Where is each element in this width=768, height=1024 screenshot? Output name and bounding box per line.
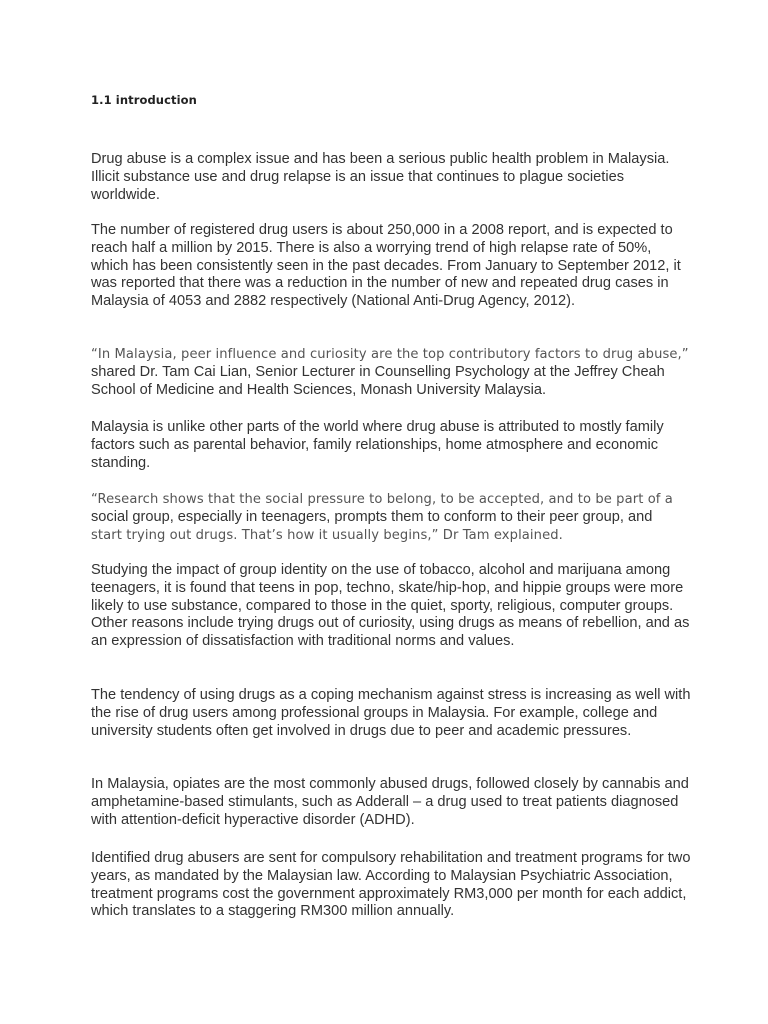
paragraph-2: The number of registered drug users is about 250,000 in a 2008 report, and is expected to reach half a million by 2015. There is also a worrying trend of high relapse rate of 50%, which has been consistently seen in the past decades. From January to September 2012, it was reported that there was a reduction in the number of new and repeated drug cases in Malaysia of 4053 and 2882 respectively (National Anti-Drug Agency, 2012). — [91, 222, 681, 310]
quote-attribution: shared Dr. Tam Cai Lian, Senior Lecturer in Counselling Psychology at the Jeffrey Cheah School of Medicine and Health Sciences, Monash University Malaysia. — [91, 363, 665, 398]
paragraph-7: The tendency of using drugs as a coping mechanism against stress is increasing as well with the rise of drug users among professional groups in Malaysia. For example, college and university students often get involved in drugs due to peer and academic pressures. — [91, 687, 691, 739]
paragraph-3 — [91, 346, 691, 399]
paragraph-8: In Malaysia, opiates are the most commonly abused drugs, followed closely by cannabis and amphetamine-based stimulants, such as Adderall – a drug used to treat patients diagnosed with attention-deficit hyperactive disorder (ADHD). — [91, 776, 689, 828]
quote-line-1: “Research shows that the social pressure to belong, to be accepted, and to be part of a — [91, 492, 673, 507]
section-heading: 1.1 introduction — [91, 93, 197, 107]
paragraph-6: Studying the impact of group identity on the use of tobacco, alcohol and marijuana among teenagers, it is found that teens in pop, techno, skate/hip-hop, and hippie groups were more likely to use substance, compared to those in the quiet, sporty, religious, computer groups. Other reasons include trying drugs out of curiosity, using drugs as means of rebellion, and as an expression of dissatisfaction with traditional norms and values. — [91, 562, 690, 650]
paragraph-9: Identified drug abusers are sent for compulsory rehabilitation and treatment programs for two years, as mandated by the Malaysian law. According to Malaysian Psychiatric Association, treatment programs cost the government approximately RM3,000 per month for each addict, which translates to a staggering RM300 million annually. — [91, 850, 691, 920]
paragraph-5 — [91, 491, 691, 544]
quote-line-3: start trying out drugs. That’s how it usually begins,” Dr Tam explained. — [91, 527, 563, 543]
quote-line: “In Malaysia, peer influence and curiosity are the top contributory factors to drug abuse,” — [91, 347, 689, 362]
paragraph-1: Drug abuse is a complex issue and has been a serious public health problem in Malaysia. Illicit substance use and drug relapse is an issue that continues to plague societies worldwide. — [91, 151, 670, 203]
quote-line-2: social group, especially in teenagers, prompts them to conform to their peer group, and — [91, 508, 653, 525]
paragraph-4: Malaysia is unlike other parts of the world where drug abuse is attributed to mostly family factors such as parental behavior, family relationships, home atmosphere and economic standing. — [91, 419, 664, 471]
